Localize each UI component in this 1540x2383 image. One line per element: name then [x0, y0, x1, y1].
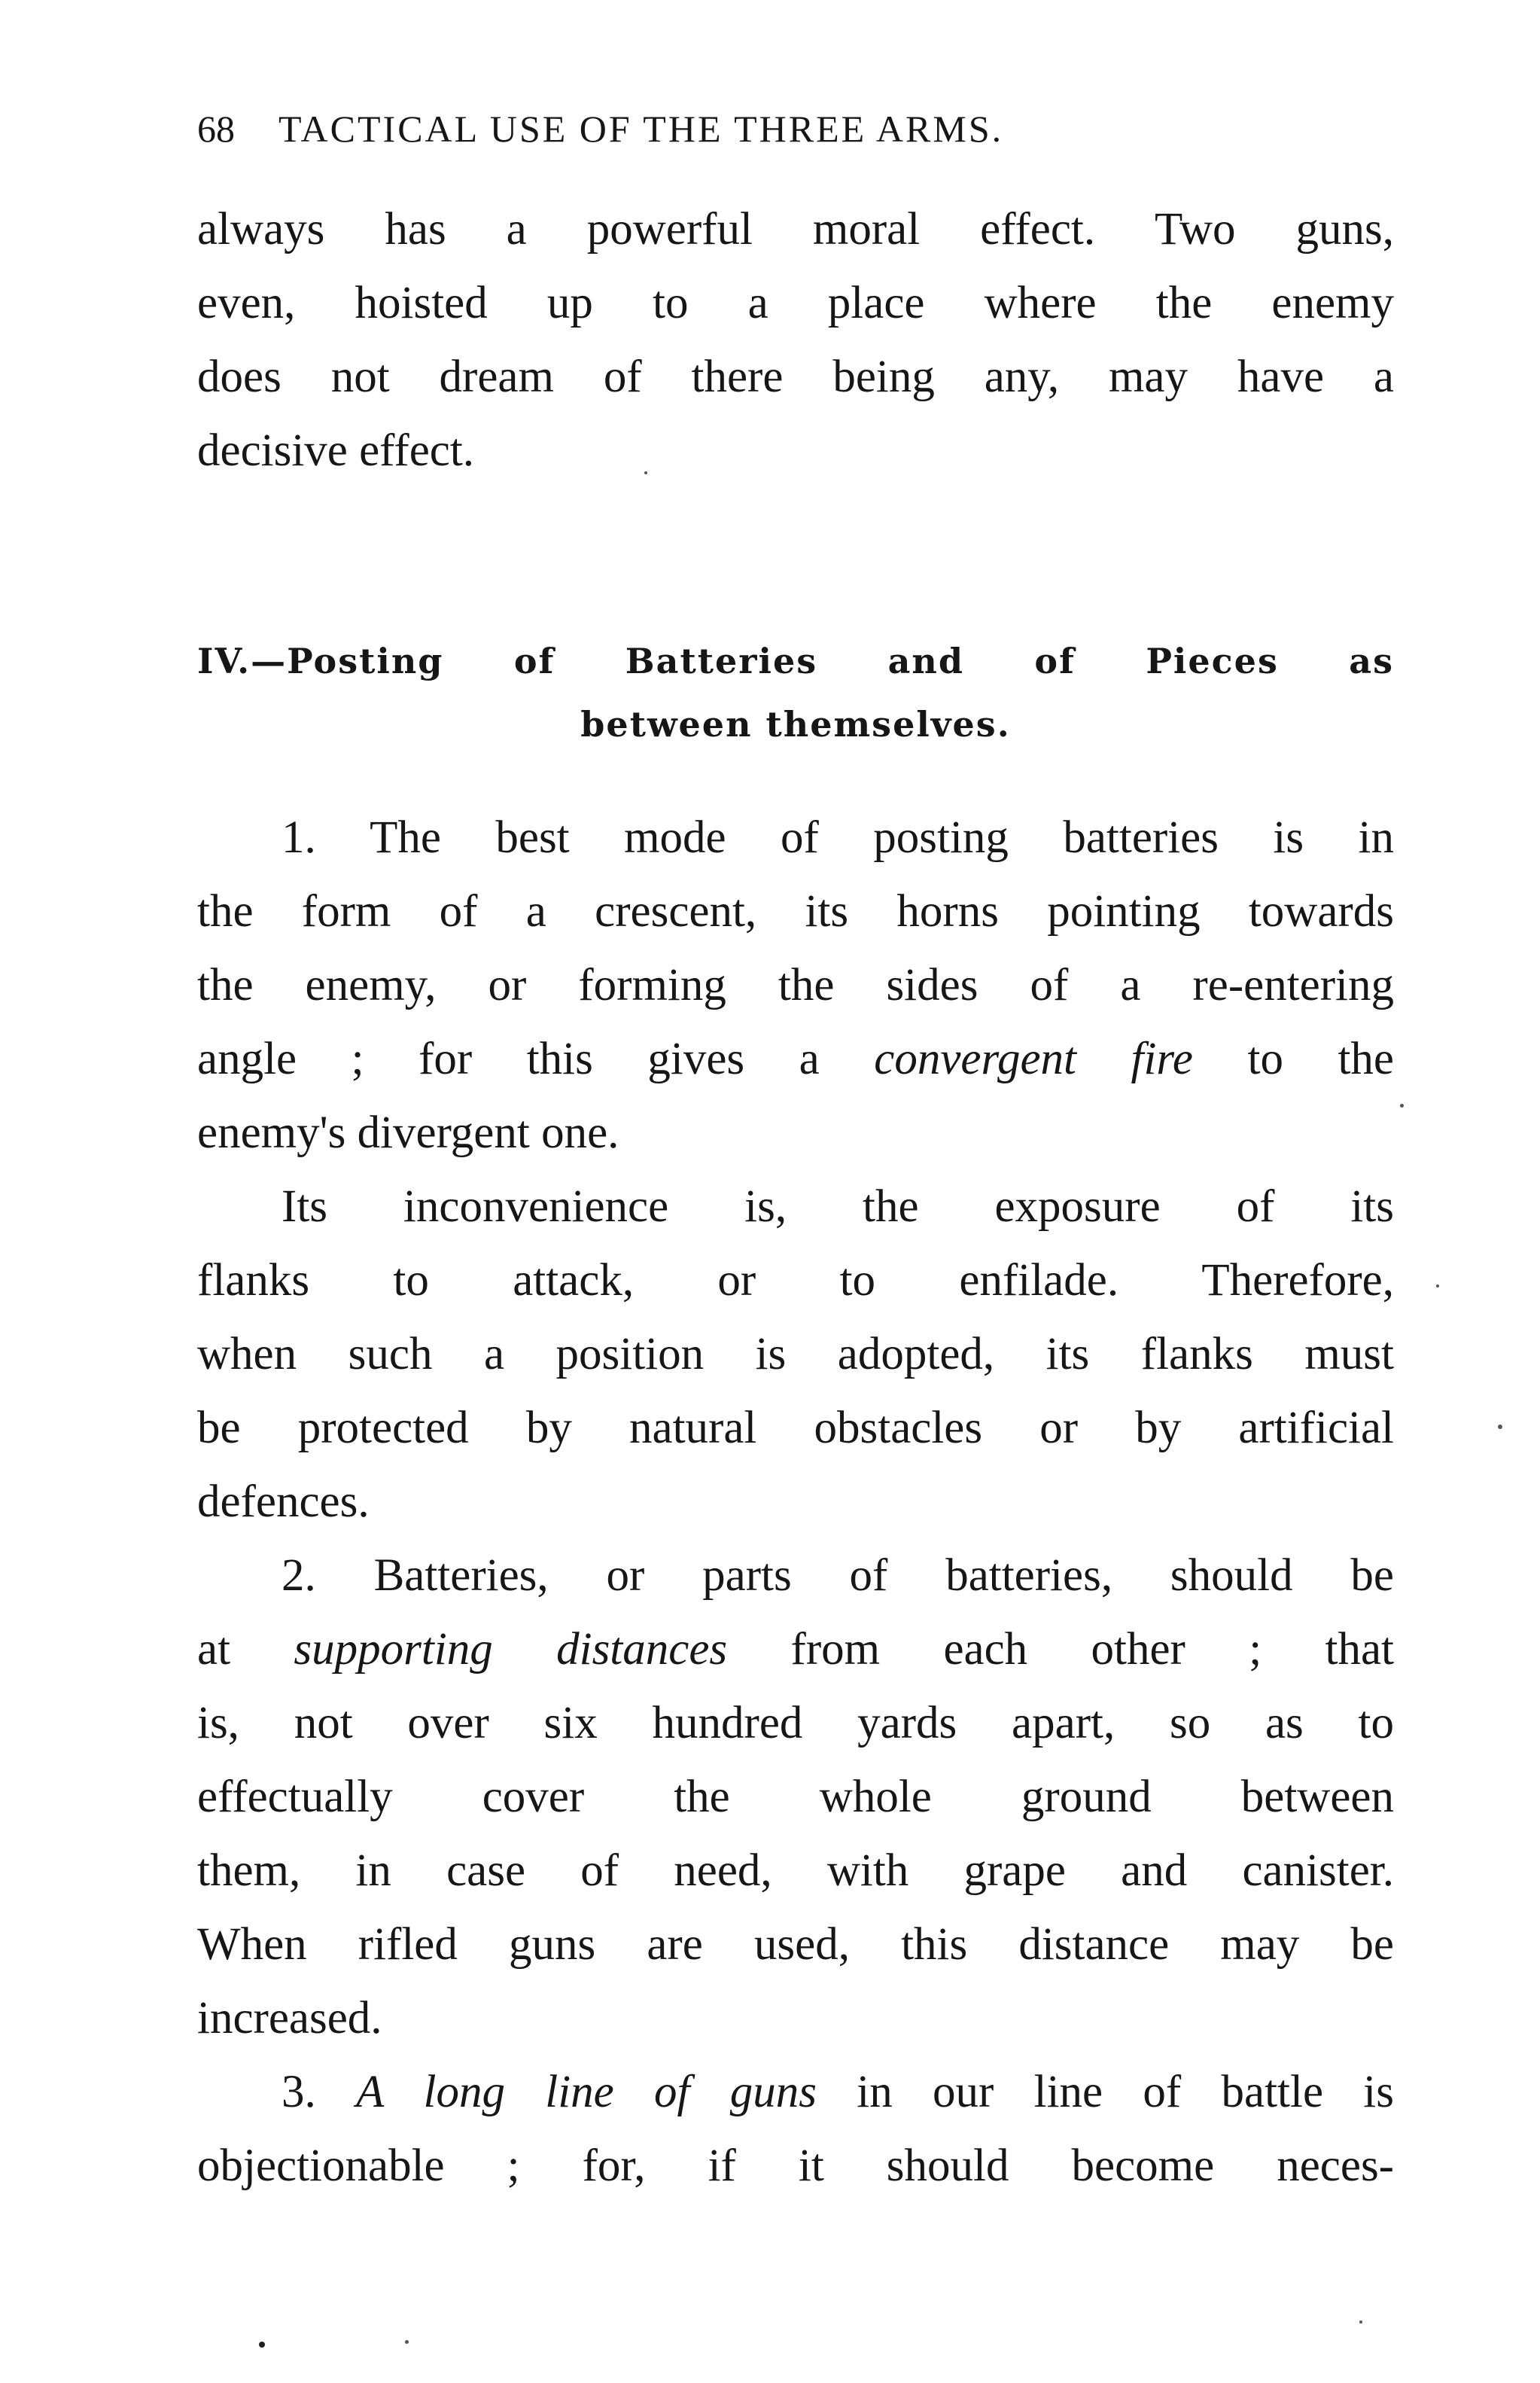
text-line [197, 1022, 1394, 1096]
text-run: angle ; for this gives a [197, 1034, 875, 1084]
paper-speck [1400, 1104, 1404, 1108]
paper-speck [1498, 1425, 1502, 1429]
section-heading-line: IV.—Posting of Batteries and of Pieces as [197, 641, 1394, 681]
page-number: 68 [197, 108, 235, 150]
paper-speck [644, 471, 647, 474]
text-line: always has a powerful moral effect. Two guns, [197, 204, 1394, 254]
paper-speck [405, 2340, 409, 2344]
text-line: the form of a crescent, its horns pointing towards [197, 886, 1394, 937]
text-line [197, 1613, 1394, 1687]
text-line: When rifled guns are used, this distance may be [197, 1919, 1394, 1970]
section-heading-line: between themselves. [580, 704, 1011, 745]
section-heading [197, 629, 1394, 756]
text-line: decisive effect. [197, 425, 475, 476]
text-line: defences. [197, 1476, 370, 1527]
paper-speck [259, 2342, 265, 2348]
text-line [197, 2055, 1394, 2129]
text-line: even, hoisted up to a place where the enemy [197, 278, 1394, 328]
text-line: when such a position is adopted, its flanks must [197, 1329, 1394, 1379]
running-title: TACTICAL USE OF THE THREE ARMS. [278, 108, 1004, 150]
text-line: objectionable ; for, if it should become neces- [197, 2141, 1394, 2191]
running-head [197, 107, 1386, 151]
paragraph-1 [197, 801, 1394, 2203]
text-line: the enemy, or forming the sides of a re-entering [197, 960, 1394, 1010]
text-line: does not dream of there being any, may have a [197, 352, 1394, 402]
text-run: at [197, 1624, 294, 1674]
text-run: in our line of battle is [817, 2067, 1394, 2117]
text-line: be protected by natural obstacles or by artificial [197, 1403, 1394, 1453]
text-line: 1. The best mode of posting batteries is in [282, 812, 1394, 863]
italic-phrase: supporting distances [294, 1624, 728, 1674]
text-line: them, in case of need, with grape and canister. [197, 1845, 1394, 1896]
text-run: from each other ; that [727, 1624, 1394, 1674]
intro-paragraph [197, 193, 1394, 488]
italic-phrase: convergent fire [874, 1034, 1193, 1084]
text-line: flanks to attack, or to enfilade. Therefore, [197, 1255, 1394, 1306]
text-line: 2. Batteries, or parts of batteries, should be [282, 1550, 1394, 1601]
paper-speck [1359, 2321, 1362, 2324]
text-line: enemy's divergent one. [197, 1108, 619, 1158]
italic-phrase: A long line of guns [356, 2067, 817, 2117]
text-run: to the [1192, 1034, 1394, 1084]
paper-speck [1436, 1284, 1439, 1287]
text-line: effectually cover the whole ground between [197, 1772, 1394, 1822]
text-line: Its inconvenience is, the exposure of its [282, 1181, 1394, 1232]
text-line: increased. [197, 1993, 382, 2043]
text-run: 3. [282, 2067, 357, 2117]
text-line: is, not over six hundred yards apart, so as to [197, 1698, 1394, 1748]
